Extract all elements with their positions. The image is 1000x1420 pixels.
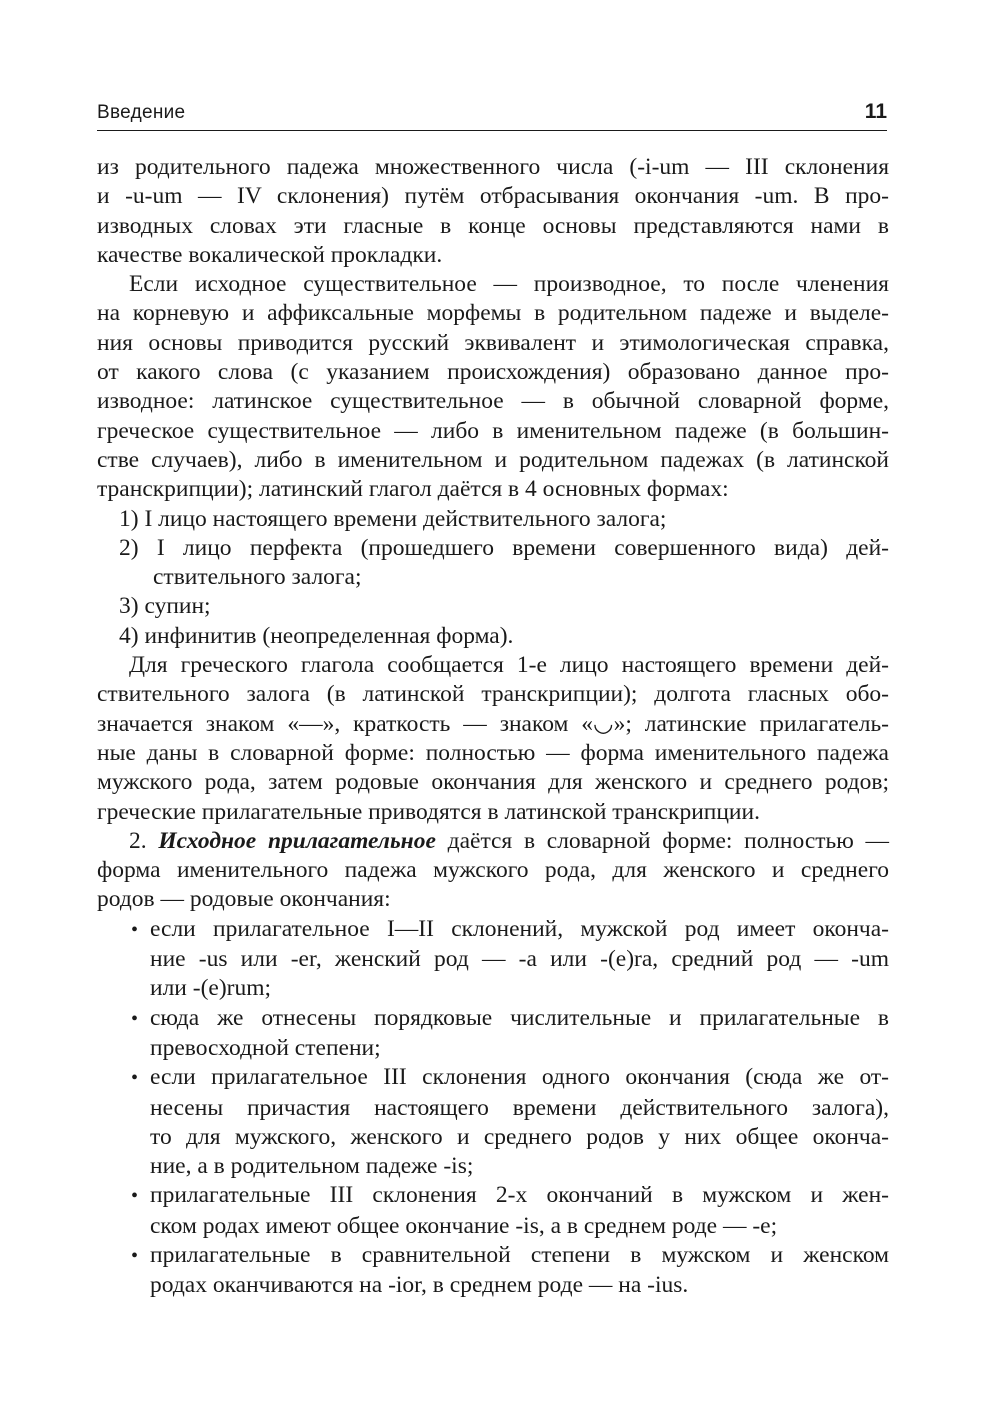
item-number: 2. <box>129 827 159 854</box>
text-line: и -u-um — IV склонения) путём отбрасывания окончания -um. В про- <box>97 183 889 210</box>
bullet-line: то для мужского, женского и среднего родов у них общее оконча- <box>150 1123 889 1150</box>
bullet-line: несены причастия настоящего времени действительного залога), <box>150 1094 889 1121</box>
paragraph-adjective <box>97 827 889 915</box>
text-fragment: значается знаком «—», краткость — знаком « <box>97 710 594 737</box>
bullet-line: родах оканчиваются на -ior, в среднем роде — на -ius. <box>150 1272 689 1299</box>
adjective-bullet-list <box>97 915 889 1301</box>
text-line: греческие прилагательные приводятся в латинской транскрипции. <box>97 798 760 825</box>
text-line: ные даны в словарной форме: полностью — форма именительного падежа <box>97 739 889 766</box>
list-item-continuation: ствительного залога; <box>153 564 362 591</box>
text-line: транскрипции); латинский глагол даётся в 4 основных формах: <box>97 476 729 503</box>
bullet-line <box>97 1241 889 1271</box>
bullet-text: прилагательные III склонения 2-х окончаний в мужском и жен- <box>150 1182 889 1209</box>
bullet-icon: • <box>131 1244 139 1267</box>
text-line: от какого слова (с указанием происхождения) образовано данное про- <box>97 359 889 386</box>
verb-forms-list <box>97 505 889 651</box>
text-line: стве случаев), либо в именительном и родительном падежах (в латинской <box>97 446 889 473</box>
paragraph-continuation <box>97 153 889 270</box>
bullet-text: если прилагательное III склонения одного окончания (сюда же от- <box>150 1064 889 1091</box>
bullet-item <box>97 1181 889 1241</box>
text-line <box>97 710 889 739</box>
bullet-icon: • <box>131 1007 139 1030</box>
page-number: 11 <box>864 100 887 123</box>
bullet-line: ние, а в родительном падеже -is; <box>150 1153 474 1180</box>
text-line: Если исходное существительное — производное, то после членения <box>129 271 889 298</box>
bullet-line <box>97 915 889 945</box>
text-line: на корневую и аффиксальные морфемы в родительном падеже и выделе- <box>97 300 889 327</box>
bullet-icon: • <box>131 918 139 941</box>
text-line: из родительного падежа множественного числа (-i-um — III склонения <box>97 154 889 180</box>
bullet-line: превосходной степени; <box>150 1034 381 1061</box>
text-line <box>97 827 889 856</box>
list-item: 3) супин; <box>119 593 211 620</box>
page-body <box>97 153 889 1301</box>
text-line: ния основы приводится русский эквивалент и этимологическая справка, <box>97 329 889 356</box>
breve-symbol: ◡ <box>593 710 614 737</box>
list-item: 4) инфинитив (неопределенная форма). <box>119 622 514 649</box>
text-fragment: даётся в словарной форме: полностью — <box>435 827 890 854</box>
text-line: изводное: латинское существительное — в обычной словарной форме, <box>97 388 889 415</box>
paragraph-noun-etymology <box>97 270 889 504</box>
bullet-item <box>97 1063 889 1181</box>
bullet-item <box>97 1241 889 1301</box>
bullet-line <box>97 1004 889 1034</box>
bullet-icon: • <box>131 1067 139 1090</box>
text-line: мужского рода, затем родовые окончания для женского и среднего родов; <box>97 769 889 796</box>
text-line: форма именительного падежа мужского рода, для женского и среднего <box>97 857 889 884</box>
bullet-line: ском родах имеют общее окончание -is, а в среднем роде — -e; <box>150 1212 778 1239</box>
bullet-line <box>97 1181 889 1211</box>
running-header <box>97 100 887 131</box>
bullet-line: ние -us или -er, женский род — -a или -(e)ra, средний род — -um <box>150 946 889 973</box>
bullet-text: прилагательные в сравнительной степени в мужском и женском <box>150 1241 889 1268</box>
list-item: 2) I лицо перфекта (прошедшего времени совершенного вида) дей- <box>119 534 889 561</box>
bullet-item <box>97 1004 889 1064</box>
bullet-line <box>97 1063 889 1093</box>
bullet-item <box>97 915 889 1004</box>
bullet-line: или -(e)rum; <box>150 975 272 1002</box>
list-item: 1) I лицо настоящего времени действительного залога; <box>119 505 667 532</box>
text-line: изводных словах эти гласные в конце основы представляются нами в <box>97 212 889 239</box>
text-fragment: »; латинские прилагатель- <box>613 710 889 737</box>
bullet-icon: • <box>131 1185 139 1208</box>
text-line: качестве вокалической прокладки. <box>97 241 443 268</box>
bullet-text: если прилагательное I—II склонений, мужской род имеет оконча- <box>150 915 889 942</box>
bullet-text: сюда же отнесены порядковые числительные и прилагательные в <box>150 1004 889 1031</box>
text-line: Для греческого глагола сообщается 1-е лицо настоящего времени дей- <box>129 652 889 679</box>
text-line: родов — родовые окончания: <box>97 886 391 913</box>
text-line: ствительного залога (в латинской транскрипции); долгота гласных обо- <box>97 681 889 708</box>
bold-term: Исходное прилагательное <box>158 827 436 854</box>
text-line: греческое существительное — либо в именительном падеже (в большин- <box>97 417 889 444</box>
paragraph-greek-verb <box>97 651 889 827</box>
section-title: Введение <box>97 102 186 123</box>
